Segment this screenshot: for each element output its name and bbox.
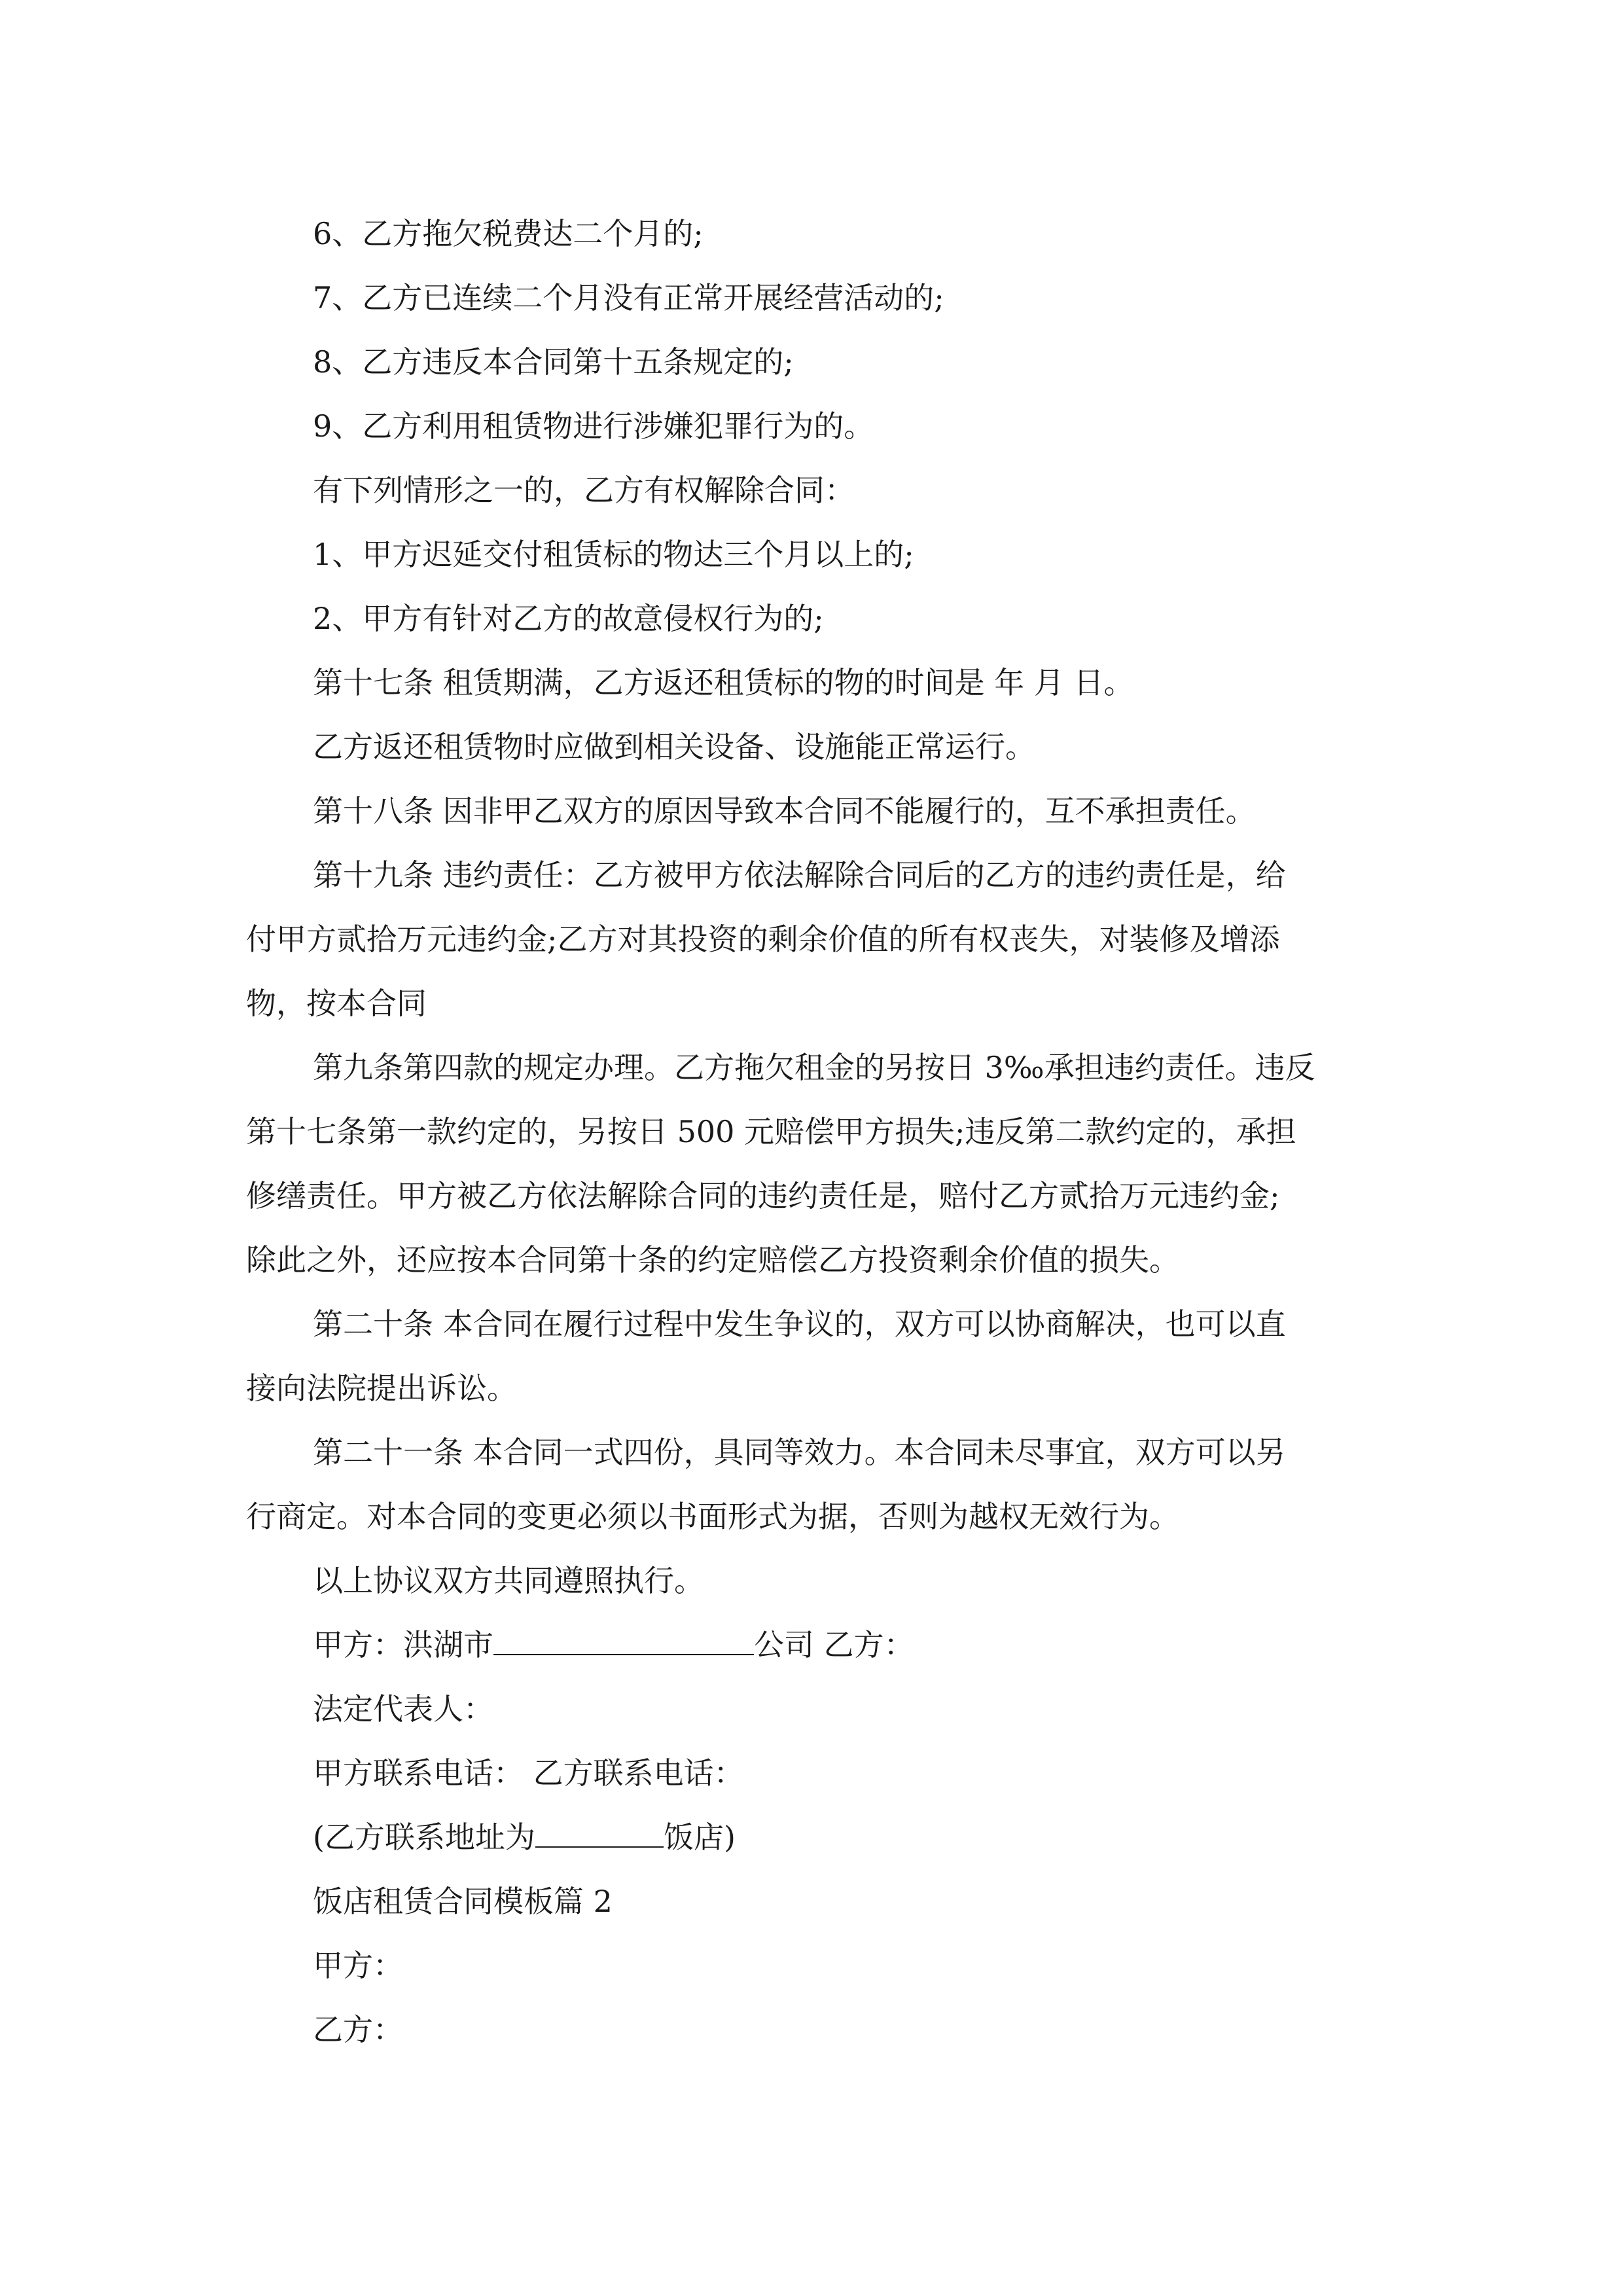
party-a-prefix: 甲方：洪湖市 [313, 1627, 493, 1662]
article-20-line-2: 接向法院提出诉讼。 [246, 1371, 517, 1406]
clause-item-7: 7、乙方已连续二个月没有正常开展经营活动的; [313, 280, 944, 315]
article-21-line-1: 第二十一条 本合同一式四份，具同等效力。本合同未尽事宜，双方可以另 [313, 1435, 1286, 1470]
clause-item-9: 9、乙方利用租赁物进行涉嫌犯罪行为的。 [313, 408, 874, 444]
company-name-blank [493, 1620, 754, 1655]
termination-item-1: 1、甲方迟延交付租赁标的物达三个月以上的; [313, 537, 914, 572]
address-prefix: (乙方联系地址为 [313, 1820, 535, 1855]
document-body [246, 202, 1377, 2062]
article-18: 第十八条 因非甲乙双方的原因导致本合同不能履行的，互不承担责任。 [313, 793, 1256, 829]
article-20-line-1: 第二十条 本合同在履行过程中发生争议的，双方可以协商解决，也可以直 [313, 1306, 1286, 1342]
article-17: 第十七条 租赁期满，乙方返还租赁标的物的时间是 年 月 日。 [313, 665, 1134, 700]
article-19-continued-line-3: 修缮责任。甲方被乙方依法解除合同的违约责任是，赔付乙方贰拾万元违约金; [246, 1178, 1280, 1213]
clause-item-8: 8、乙方违反本合同第十五条规定的; [313, 344, 794, 380]
article-19-line-1: 第十九条 违约责任：乙方被甲方依法解除合同后的乙方的违约责任是，给 [313, 857, 1286, 893]
party-b-address-line [246, 1805, 1377, 1869]
party-b-label: 乙方： [313, 2012, 403, 2047]
termination-item-2: 2、甲方有针对乙方的故意侵权行为的; [313, 601, 824, 636]
party-a-signature-line [246, 1613, 1377, 1677]
address-blank [535, 1812, 664, 1848]
legal-representative: 法定代表人： [313, 1691, 493, 1727]
clause-item-6: 6、乙方拖欠税费达二个月的; [313, 216, 704, 251]
address-suffix: 饭店) [663, 1820, 736, 1855]
section-title: 饭店租赁合同模板篇 2 [313, 1884, 613, 1919]
article-21-line-2: 行商定。对本合同的变更必须以书面形式为据，否则为越权无效行为。 [246, 1499, 1179, 1534]
article-19-line-2: 付甲方贰拾万元违约金;乙方对其投资的剩余价值的所有权丧失，对装修及增添 [246, 922, 1280, 957]
closing-statement: 以上协议双方共同遵照执行。 [313, 1563, 704, 1598]
termination-rights-heading: 有下列情形之一的，乙方有权解除合同： [313, 473, 855, 508]
article-19-line-3: 物，按本合同 [246, 986, 427, 1021]
article-17-return-condition: 乙方返还租赁物时应做到相关设备、设施能正常运行。 [313, 729, 1035, 764]
party-a-company-suffix: 公司 乙方： [754, 1627, 914, 1662]
contact-phones: 甲方联系电话： 乙方联系电话： [313, 1755, 744, 1791]
article-19-continued-line-4: 除此之外，还应按本合同第十条的约定赔偿乙方投资剩余价值的损失。 [246, 1242, 1179, 1278]
article-19-continued-line-1: 第九条第四款的规定办理。乙方拖欠租金的另按日 3‰承担违约责任。违反 [313, 1050, 1315, 1085]
party-a-label: 甲方： [313, 1948, 403, 1983]
article-19-continued-line-2: 第十七条第一款约定的，另按日 500 元赔偿甲方损失;违反第二款约定的，承担 [246, 1114, 1296, 1149]
